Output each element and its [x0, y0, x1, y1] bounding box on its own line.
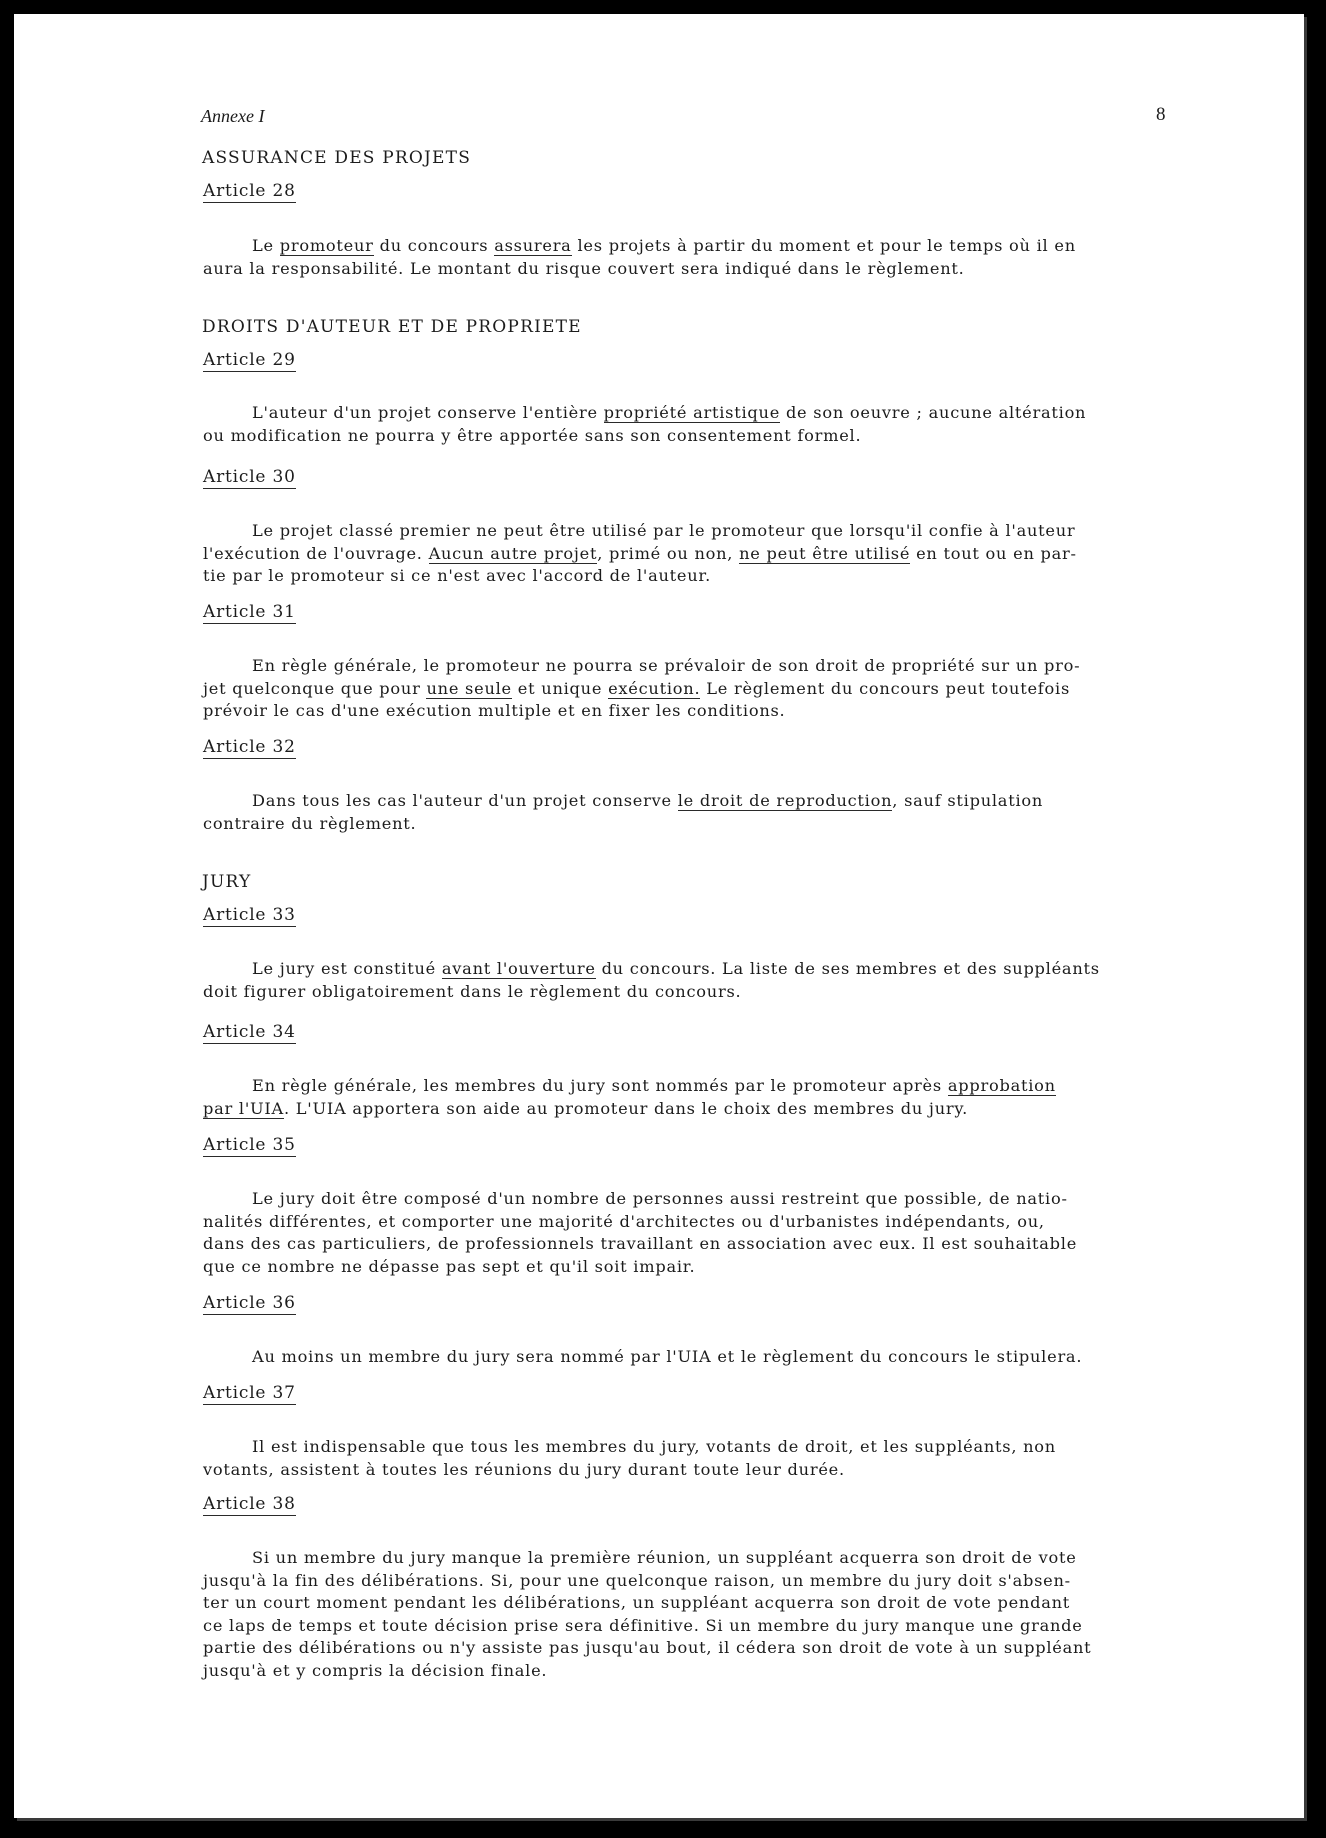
text-line: jusqu'à et y compris la décision finale.	[203, 1660, 548, 1680]
page-number: 8	[1156, 104, 1166, 125]
article-heading-35: Article 35	[203, 1135, 296, 1155]
text-line: tie par le promoteur si ce n'est avec l'accord de l'auteur.	[203, 566, 712, 585]
text-line: prévoir le cas d'une exécution multiple et en fixer les conditions.	[203, 701, 786, 720]
text-line: Le jury doit être composé d'un nombre de personnes aussi restreint que possible, de natio-	[252, 1189, 1068, 1208]
article-heading-28: Article 28	[203, 181, 296, 201]
text-line: Au moins un membre du jury sera nommé par l'UIA et le règlement du concours le stipulera.	[252, 1347, 1083, 1366]
text-line: nalités différentes, et comporter une majorité d'architectes ou d'urbanistes indépendants, ou,	[203, 1211, 1045, 1231]
section-heading-jury: JURY	[202, 872, 252, 892]
text-line: L'auteur d'un projet conserve l'entière propriété artistique de son oeuvre ; aucune altération	[252, 403, 1087, 422]
document-page	[14, 14, 1304, 1818]
text-line: Le jury est constitué avant l'ouverture du concours. La liste de ses membres et des suppléants	[252, 959, 1100, 978]
text-line: Il est indispensable que tous les membres du jury, votants de droit, et les suppléants, non	[252, 1437, 1056, 1456]
article-28-text	[203, 235, 1213, 280]
text-line: partie des délibérations ou n'y assiste pas jusqu'au bout, il cédera son droit de vote à un suppléant	[203, 1638, 1092, 1657]
article-heading-29: Article 29	[203, 350, 296, 370]
text-line: votants, assistent à toutes les réunions du jury durant toute leur durée.	[203, 1459, 845, 1479]
text-line: ou modification ne pourra y être apportée sans son consentement formel.	[203, 425, 862, 445]
article-37-text	[203, 1436, 1213, 1481]
article-36-text	[203, 1346, 1213, 1369]
article-heading-32: Article 32	[203, 737, 296, 757]
text-line: Le promoteur du concours assurera les projets à partir du moment et pour le temps où il en	[252, 236, 1076, 255]
text-line: Le projet classé premier ne peut être utilisé par le promoteur que lorsqu'il confie à l'auteur	[252, 521, 1076, 540]
article-34-text	[203, 1075, 1213, 1120]
article-heading-38: Article 38	[203, 1494, 296, 1514]
text-line: ter un court moment pendant les délibérations, un suppléant acquerra son droit de vote pendant	[203, 1593, 1071, 1612]
article-35-text	[203, 1188, 1213, 1278]
article-31-text	[203, 655, 1213, 723]
section-heading-droits: DROITS D'AUTEUR ET DE PROPRIETE	[202, 317, 582, 337]
text-line: doit figurer obligatoirement dans le règlement du concours.	[203, 981, 742, 1001]
text-line: par l'UIA. L'UIA apportera son aide au promoteur dans le choix des membres du jury.	[203, 1098, 968, 1118]
text-line: dans des cas particuliers, de professionnels travaillant en association avec eux. Il est souhaitable	[203, 1234, 1078, 1253]
article-heading-31: Article 31	[203, 602, 296, 622]
text-line: Dans tous les cas l'auteur d'un projet conserve le droit de reproduction, sauf stipulation	[252, 791, 1044, 810]
article-heading-36: Article 36	[203, 1293, 296, 1313]
article-heading-37: Article 37	[203, 1383, 296, 1403]
text-line: Si un membre du jury manque la première réunion, un suppléant acquerra son droit de vote	[252, 1548, 1077, 1567]
text-line: l'exécution de l'ouvrage. Aucun autre projet, primé ou non, ne peut être utilisé en tout ou en par-	[203, 543, 1077, 563]
text-line: que ce nombre ne dépasse pas sept et qu'il soit impair.	[203, 1256, 696, 1276]
article-32-text	[203, 790, 1213, 835]
text-line: ce laps de temps et toute décision prise sera définitive. Si un membre du jury manque une grande	[203, 1615, 1083, 1635]
annex-label: Annexe I	[201, 106, 265, 126]
text-line: En règle générale, les membres du jury sont nommés par le promoteur après approbation	[252, 1076, 1056, 1095]
text-line: jet quelconque que pour une seule et unique exécution. Le règlement du concours peut toutefois	[203, 678, 1071, 698]
article-33-text	[203, 958, 1213, 1003]
text-line: contraire du règlement.	[203, 813, 417, 833]
article-38-text	[203, 1547, 1213, 1682]
text-line: aura la responsabilité. Le montant du risque couvert sera indiqué dans le règlement.	[203, 258, 965, 278]
article-30-text	[203, 520, 1213, 588]
section-heading-assurance: ASSURANCE DES PROJETS	[202, 148, 472, 168]
article-heading-30: Article 30	[203, 467, 296, 487]
text-line: jusqu'à la fin des délibérations. Si, pour une quelconque raison, un membre du jury doit s'absen-	[203, 1570, 1071, 1590]
article-29-text	[203, 402, 1213, 447]
article-heading-34: Article 34	[203, 1022, 296, 1042]
article-heading-33: Article 33	[203, 905, 296, 925]
text-line: En règle générale, le promoteur ne pourra se prévaloir de son droit de propriété sur un pro-	[252, 656, 1081, 675]
